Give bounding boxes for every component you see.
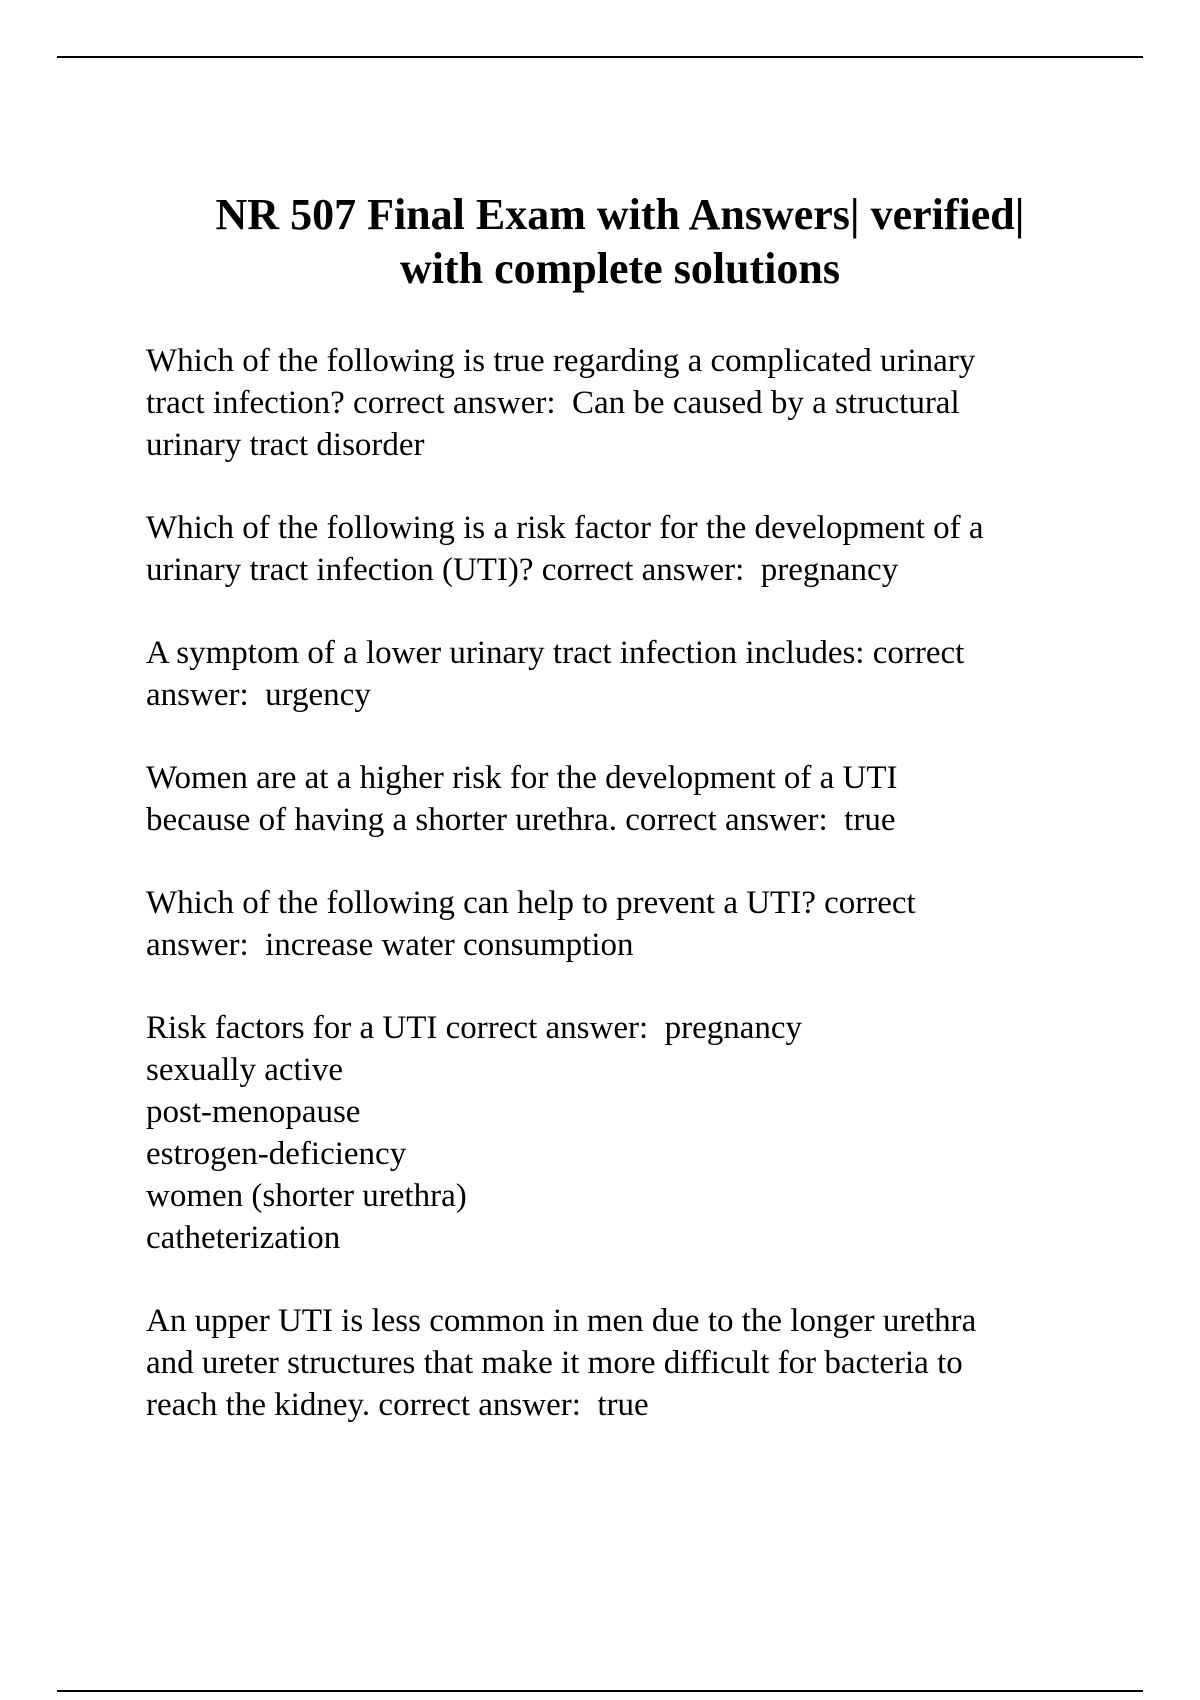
qa-line: Which of the following is true regarding a complicated urinary [146, 343, 976, 379]
qa-line: A symptom of a lower urinary tract infection includes: correct [146, 635, 965, 671]
qa-item [146, 1300, 1106, 1426]
title-line: with complete solutions [400, 244, 840, 293]
qa-item [146, 757, 1106, 841]
qa-line: catheterization [146, 1220, 341, 1256]
qa-line: tract infection? correct answer: Can be caused by a structural [146, 385, 960, 421]
qa-line: An upper UTI is less common in men due to the longer urethra [146, 1303, 977, 1339]
qa-item [146, 632, 1106, 716]
title-line: NR 507 Final Exam with Answers| verified| [215, 190, 1025, 239]
qa-line: answer: increase water consumption [146, 927, 634, 963]
bottom-divider [57, 1690, 1143, 1692]
qa-line: urinary tract disorder [146, 427, 425, 463]
qa-line: estrogen-deficiency [146, 1136, 407, 1172]
qa-item [146, 507, 1106, 591]
qa-line: women (shorter urethra) [146, 1178, 467, 1214]
qa-line: Which of the following is a risk factor for the development of a [146, 510, 984, 546]
qa-line: urinary tract infection (UTI)? correct answer: pregnancy [146, 552, 899, 588]
top-divider [57, 56, 1143, 58]
qa-line: and ureter structures that make it more difficult for bacteria to [146, 1345, 963, 1381]
qa-line: answer: urgency [146, 677, 371, 713]
document-title [100, 188, 1140, 296]
qa-line: Risk factors for a UTI correct answer: pregnancy [146, 1010, 803, 1046]
qa-line: Which of the following can help to prevent a UTI? correct [146, 885, 916, 921]
qa-line: sexually active [146, 1052, 344, 1088]
qa-item [146, 340, 1106, 466]
qa-item [146, 882, 1106, 966]
qa-item [146, 1007, 1106, 1259]
qa-list [146, 340, 1106, 1467]
qa-line: Women are at a higher risk for the development of a UTI [146, 760, 898, 796]
qa-line: reach the kidney. correct answer: true [146, 1387, 649, 1423]
qa-line: because of having a shorter urethra. correct answer: true [146, 802, 896, 838]
qa-line: post-menopause [146, 1094, 361, 1130]
